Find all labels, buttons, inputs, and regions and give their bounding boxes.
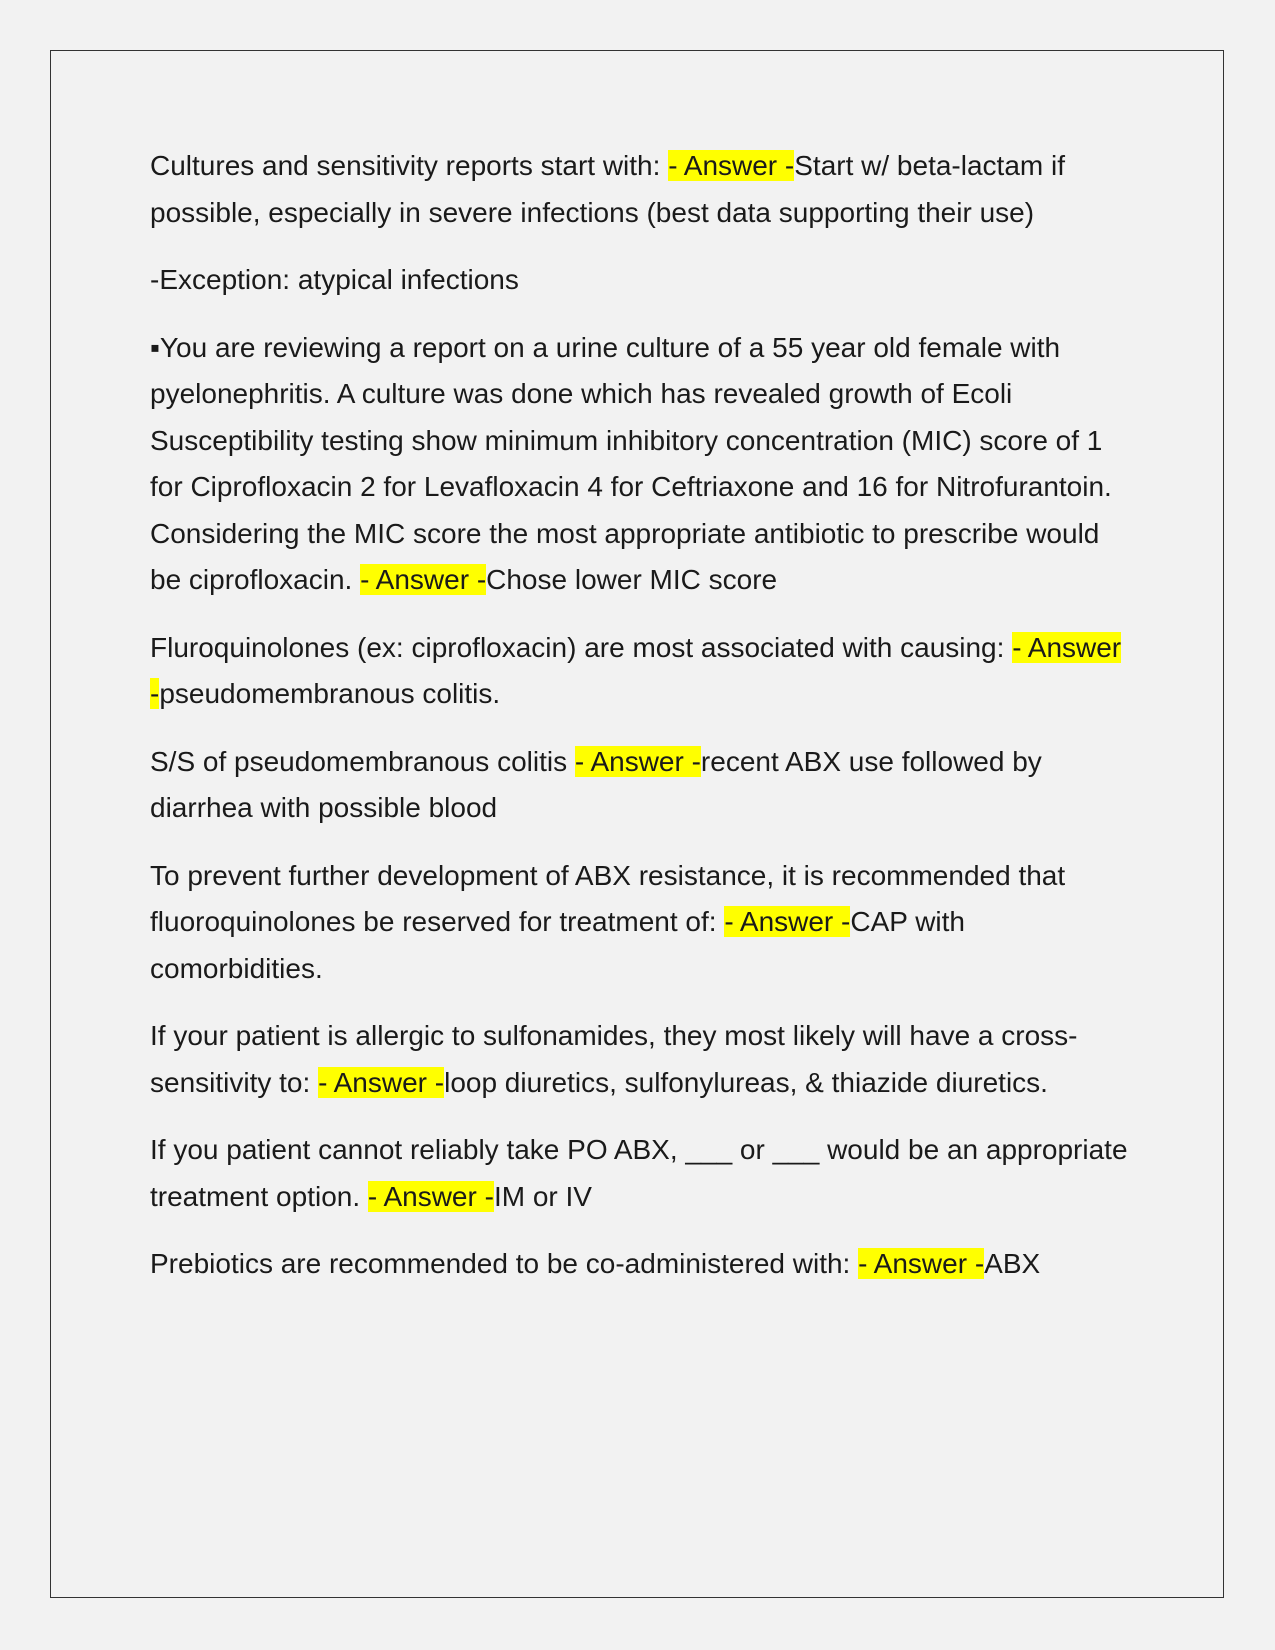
- answer-highlight: - Answer -: [668, 150, 795, 181]
- answer-highlight: - Answer -: [318, 1066, 445, 1098]
- paragraph-resistance: [150, 853, 1130, 993]
- question-text: Fluroquinolones (ex: ciprofloxacin) are most associated with causing:: [150, 631, 1013, 663]
- answer-highlight: - Answer -: [724, 906, 851, 937]
- answer-text: Chose lower MIC score: [486, 564, 778, 595]
- answer-text: IM or IV: [493, 1180, 592, 1212]
- answer-highlight: - Answer -: [367, 1180, 494, 1212]
- answer-highlight: - Answer -: [858, 1248, 985, 1279]
- note-text: -Exception: atypical infections: [150, 264, 519, 295]
- answer-text: pseudomembranous colitis.: [159, 678, 501, 709]
- answer-highlight: - Answer -: [150, 631, 1122, 709]
- document-body: [150, 143, 1130, 1309]
- answer-text: ABX: [984, 1248, 1041, 1279]
- question-text: Cultures and sensitivity reports start with:: [150, 150, 669, 181]
- paragraph-po-abx: [150, 1127, 1130, 1220]
- answer-text: CAP with comorbidities.: [150, 906, 965, 984]
- answer-text: loop diuretics, sulfonylureas, & thiazide diuretics.: [444, 1066, 1048, 1098]
- paragraph-cultures: [150, 143, 1130, 236]
- question-text: ▪You are reviewing a report on a urine culture of a 55 year old female with pyelonephritis. A culture was done which has revealed growth of Ecoli Susceptibility testing show minimum inhibitory concentration (MIC) score of 1 for Ciprofloxacin 2 for Levafloxacin 4 for Ceftriaxone and 16 for Nitrofurantoin. Considering the MIC score the most appropriate antibiotic to prescribe would be ciprofloxacin.: [150, 331, 1112, 595]
- paragraph-prebiotics: [150, 1241, 1130, 1288]
- paragraph-urine-culture: [150, 325, 1130, 604]
- paragraph-fluroquinolones: [150, 625, 1130, 718]
- answer-text: Start w/ beta-lactam if possible, especially in severe infections (best data supporting their use): [150, 150, 1065, 228]
- question-text: To prevent further development of ABX resistance, it is recommended that fluoroquinolones be reserved for treatment of:: [150, 859, 1066, 937]
- question-text: S/S of pseudomembranous colitis: [150, 745, 575, 777]
- question-text: If you patient cannot reliably take PO ABX, ___ or ___ would be an appropriate treatment option.: [150, 1134, 1128, 1212]
- answer-text: recent ABX use followed by diarrhea with possible blood: [150, 745, 1042, 823]
- question-text: If your patient is allergic to sulfonamides, they most likely will have a cross-sensitivity to:: [150, 1020, 1078, 1098]
- answer-highlight: - Answer -: [574, 745, 701, 777]
- answer-highlight: - Answer -: [360, 564, 487, 595]
- paragraph-sulfonamides: [150, 1013, 1130, 1106]
- question-text: Prebiotics are recommended to be co-administered with:: [150, 1248, 859, 1279]
- paragraph-exception: [150, 257, 1130, 304]
- paragraph-colitis: [150, 739, 1130, 832]
